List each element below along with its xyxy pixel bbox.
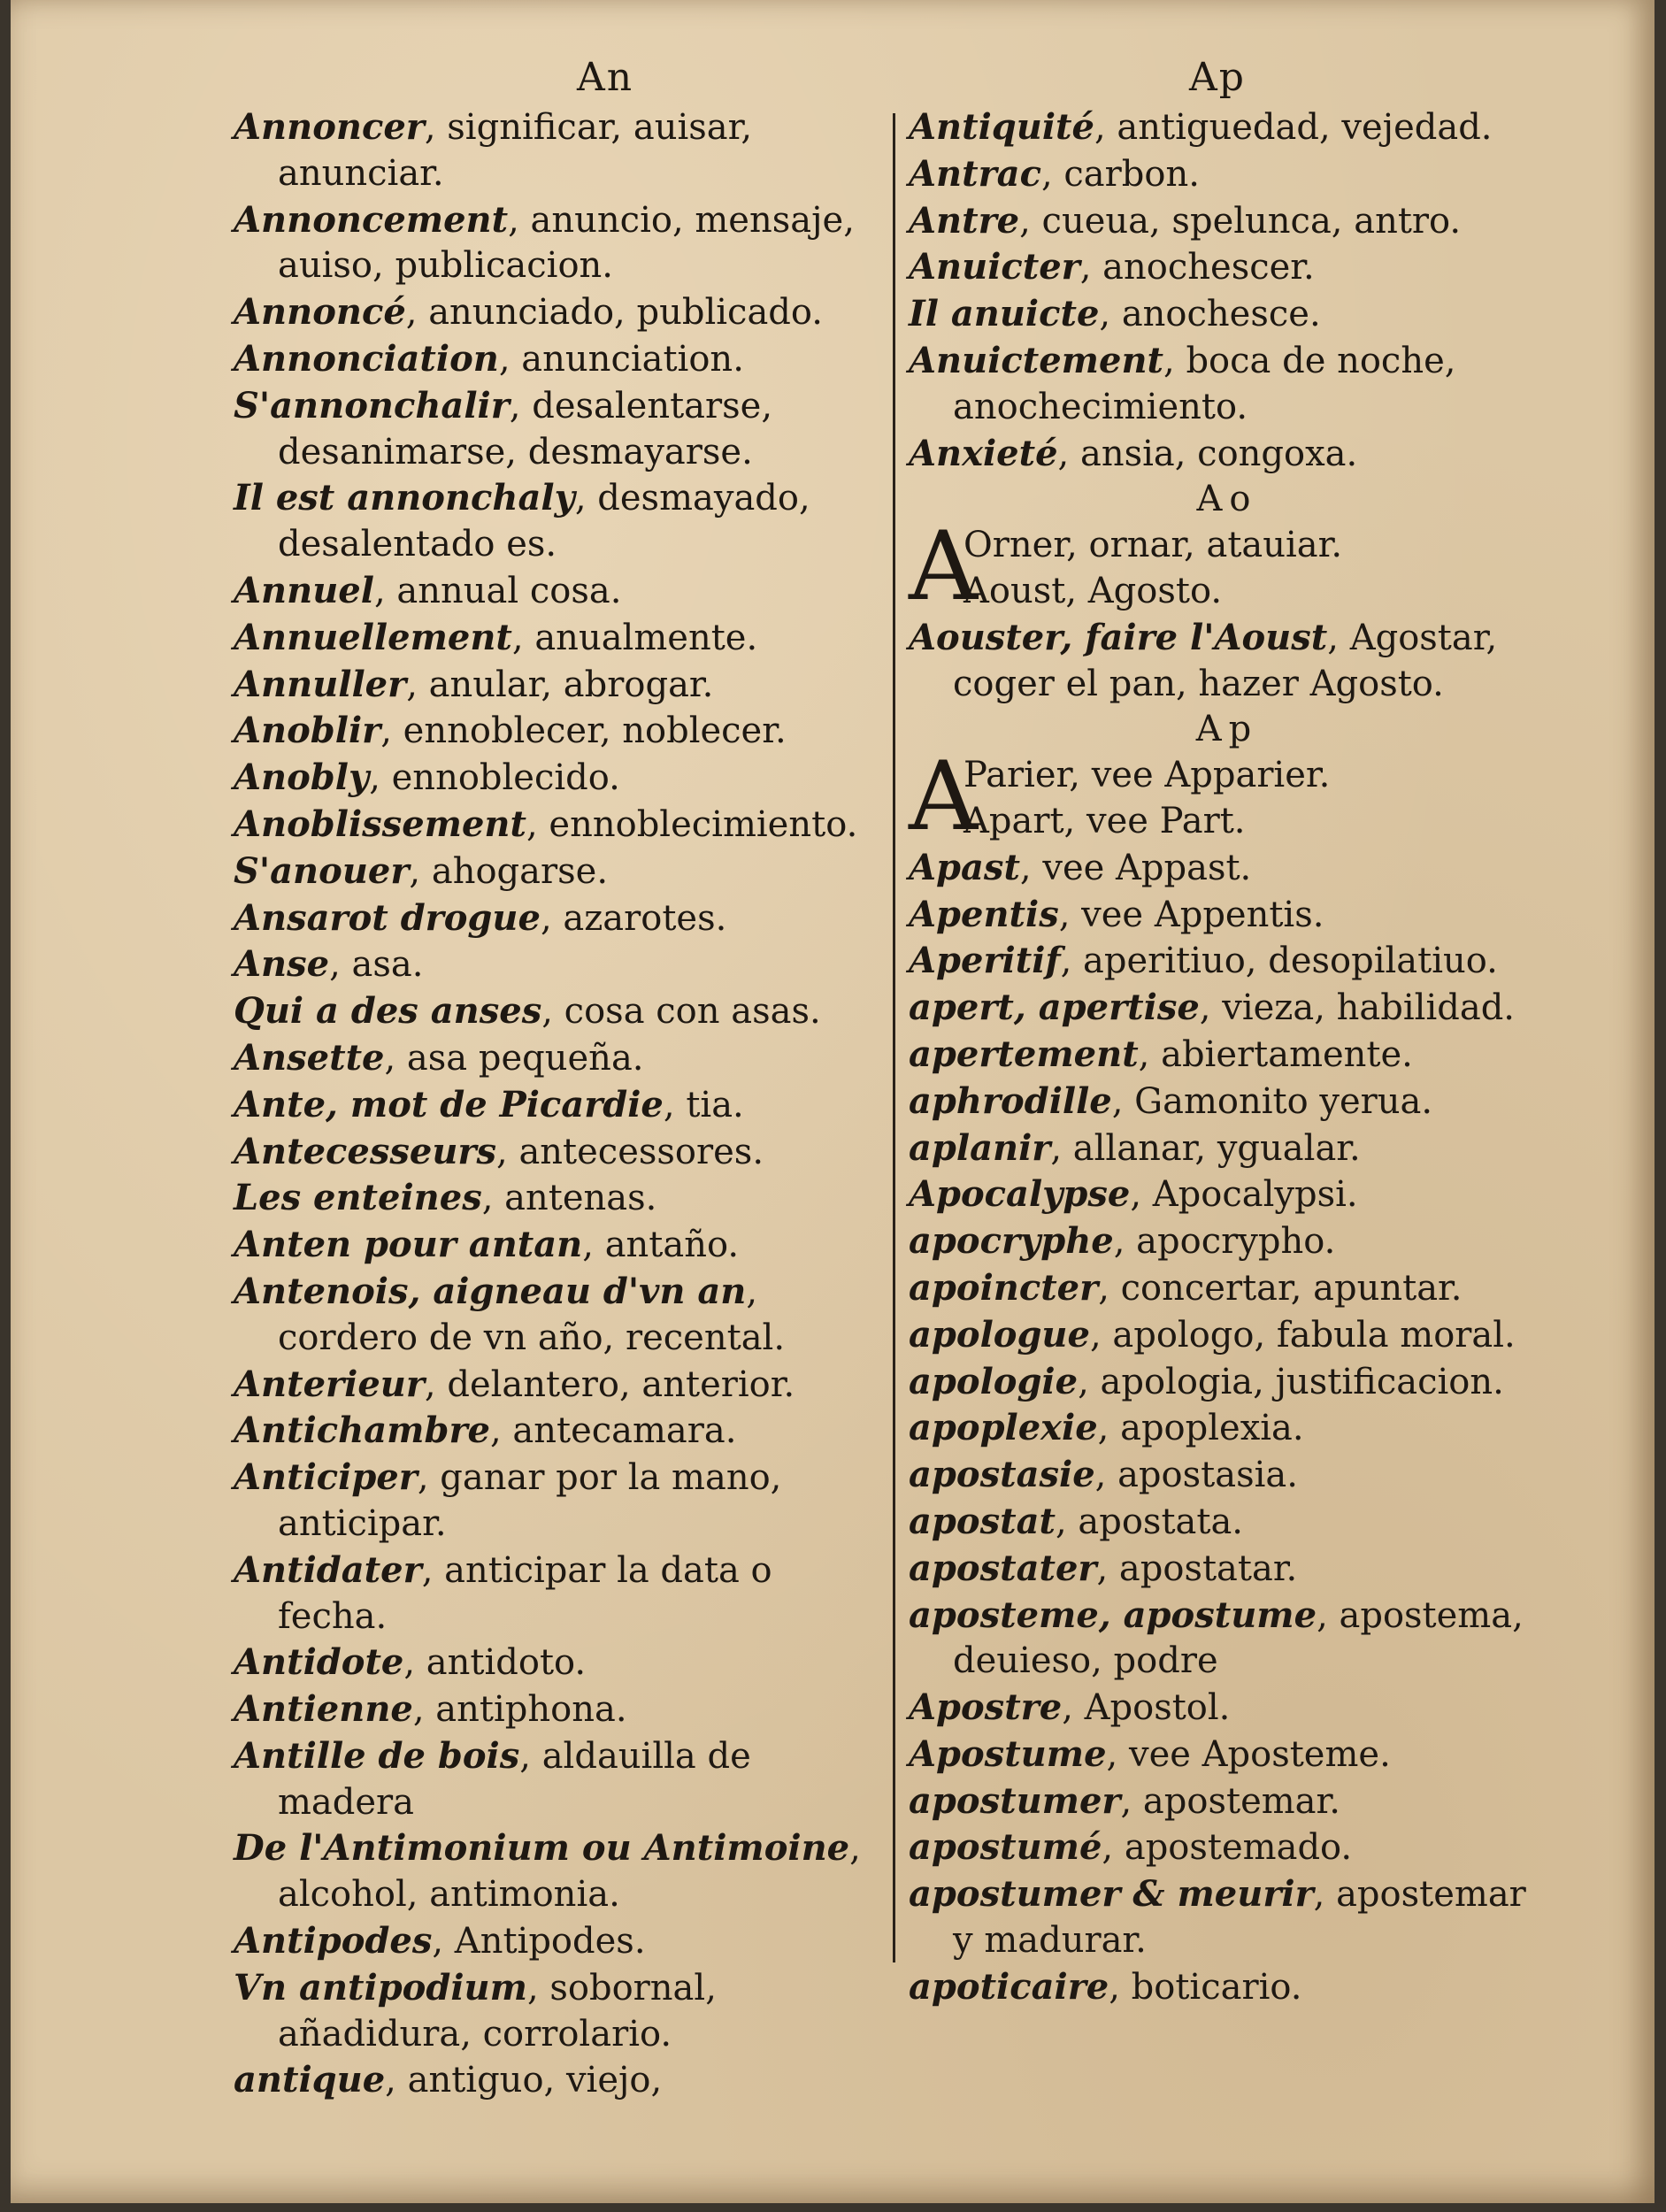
entry: apocryphe, apocrypho.	[909, 1220, 1336, 1263]
entry: S'annonchalir, desalentarse, desanimarse, desmayarse.	[234, 384, 773, 472]
entry: Vn antipodium, sobornal, añadidura, corrolario.	[234, 1966, 717, 2055]
entry: aplanir, allanar, ygualar.	[909, 1126, 1361, 1169]
column-divider	[893, 113, 895, 1962]
right-column	[909, 104, 1546, 2011]
entry: Apostre, Apostol.	[909, 1686, 1231, 1729]
entry: Antichambre, antecamara.	[234, 1409, 737, 1452]
entry: Ansarot drogue, azarotes.	[234, 896, 727, 939]
entry: Aoust, Agosto.	[964, 570, 1223, 611]
entry: Anterieur, delantero, anterior.	[234, 1363, 795, 1405]
entry: Il est annonchaly, desmayado, desalentado es.	[234, 477, 810, 565]
entry: apoincter, concertar, apuntar.	[909, 1266, 1463, 1309]
entry: apostumer & meurir, apostemar y madurar.	[909, 1873, 1526, 1962]
entry: S'anouer, ahogarse.	[234, 849, 609, 892]
left-column	[234, 104, 884, 2104]
entry: Annoncé, anunciado, publicado.	[234, 291, 823, 334]
entry: Annonciation, anunciation.	[234, 337, 744, 380]
drop-cap: A	[909, 511, 978, 623]
entry: Anuicter, anochescer.	[909, 246, 1315, 288]
entry: apoticaire, boticario.	[909, 1965, 1302, 2008]
entry: apostumé, apostemado.	[909, 1826, 1353, 1869]
entry: apostasie, apostasia.	[909, 1454, 1298, 1496]
entry: Annoncer, significar, auisar, anunciar.	[234, 106, 753, 194]
entry: Apast, vee Appast.	[909, 846, 1252, 888]
entry: Annuller, anular, abrogar.	[234, 663, 714, 705]
entry: aposteme, apostume, apostema, deuieso, podre	[909, 1594, 1524, 1682]
section-ap-dropcap-block	[909, 741, 1546, 853]
entry: Antienne, antiphona.	[234, 1688, 627, 1731]
entry: Anobly, ennoblecido.	[234, 757, 620, 799]
entry: Ansette, asa pequeña.	[234, 1036, 644, 1079]
entry: Anuictement, boca de noche, anochecimiento.	[909, 339, 1456, 427]
entry: Annuel, annual cosa.	[234, 569, 622, 611]
entry: Ante, mot de Picardie, tia.	[234, 1083, 744, 1125]
entry: Antidote, antidoto.	[234, 1641, 587, 1684]
running-head-left: An	[577, 55, 634, 100]
entry: Apocalypse, Apocalypsi.	[909, 1173, 1358, 1216]
entry: Annoncement, anuncio, mensaje, auiso, publicacion.	[234, 198, 855, 287]
entry: aphrodille, Gamonito yerua.	[909, 1079, 1433, 1122]
section-ao-dropcap-block	[909, 511, 1546, 623]
entry: apostater, apostatar.	[909, 1547, 1298, 1589]
entry: Antipodes, Antipodes.	[234, 1920, 646, 1962]
entry: Il anuicte, anochesce.	[909, 293, 1321, 335]
entry: Orner, ornar, atauiar.	[964, 525, 1343, 566]
entry: apertement, abiertamente.	[909, 1033, 1413, 1075]
entry: Les enteines, antenas.	[234, 1177, 657, 1219]
section-heading-ao: Ao	[1196, 479, 1258, 520]
dictionary-page	[11, 0, 1654, 2203]
entry: Antiquité, antiguedad, vejedad.	[909, 106, 1493, 148]
entry: Qui a des anses, cosa con asas.	[234, 990, 821, 1033]
entry: apologue, apologo, fabula moral.	[909, 1313, 1516, 1356]
entry: Antecesseurs, antecessores.	[234, 1130, 764, 1172]
entry: Anxieté, ansia, congoxa.	[909, 432, 1358, 474]
entry: Antille de bois, aldauilla de madera	[234, 1734, 751, 1823]
entry: apostat, apostata.	[909, 1500, 1244, 1542]
entry: apologie, apologia, justificacion.	[909, 1360, 1504, 1402]
entry: Antrac, carbon.	[909, 152, 1200, 195]
entry: apoplexie, apoplexia.	[909, 1407, 1304, 1449]
entry: Antre, cueua, spelunca, antro.	[909, 199, 1462, 242]
entry: Aouster, faire l'Aoust, Agostar, coger el pan, hazer Agosto.	[909, 616, 1498, 704]
entry: Annuellement, anualmente.	[234, 616, 758, 658]
entry: antique, antiguo, viejo,	[234, 2059, 663, 2101]
entry: Apart, vee Part.	[964, 800, 1246, 841]
entry: Anse, asa.	[234, 943, 424, 986]
entry: Anticiper, ganar por la mano, anticipar.	[234, 1456, 782, 1544]
entry: Anoblissement, ennoblecimiento.	[234, 803, 858, 845]
entry: Parier, vee Apparier.	[964, 755, 1331, 796]
running-head-right: Ap	[1189, 55, 1246, 100]
section-heading-ap: Ap	[1195, 709, 1259, 750]
entry: Antidater, anticipar la data o fecha.	[234, 1548, 772, 1637]
entry: Apentis, vee Appentis.	[909, 893, 1324, 935]
entry: Aperitif, aperitiuo, desopilatiuo.	[909, 940, 1498, 982]
entry: apert, apertise, vieza, habilidad.	[909, 987, 1516, 1029]
drop-cap: A	[909, 741, 978, 853]
entry: De l'Antimonium ou Antimoine, alcohol, antimonia.	[234, 1827, 861, 1916]
entry: Apostume, vee Aposteme.	[909, 1732, 1391, 1775]
entry: Anten pour antan, antaño.	[234, 1224, 740, 1266]
entry: Anoblir, ennoblecer, noblecer.	[234, 710, 787, 752]
entry: Antenois, aigneau d'vn an, cordero de vn año, recental.	[234, 1270, 786, 1358]
entry: apostumer, apostemar.	[909, 1779, 1340, 1822]
